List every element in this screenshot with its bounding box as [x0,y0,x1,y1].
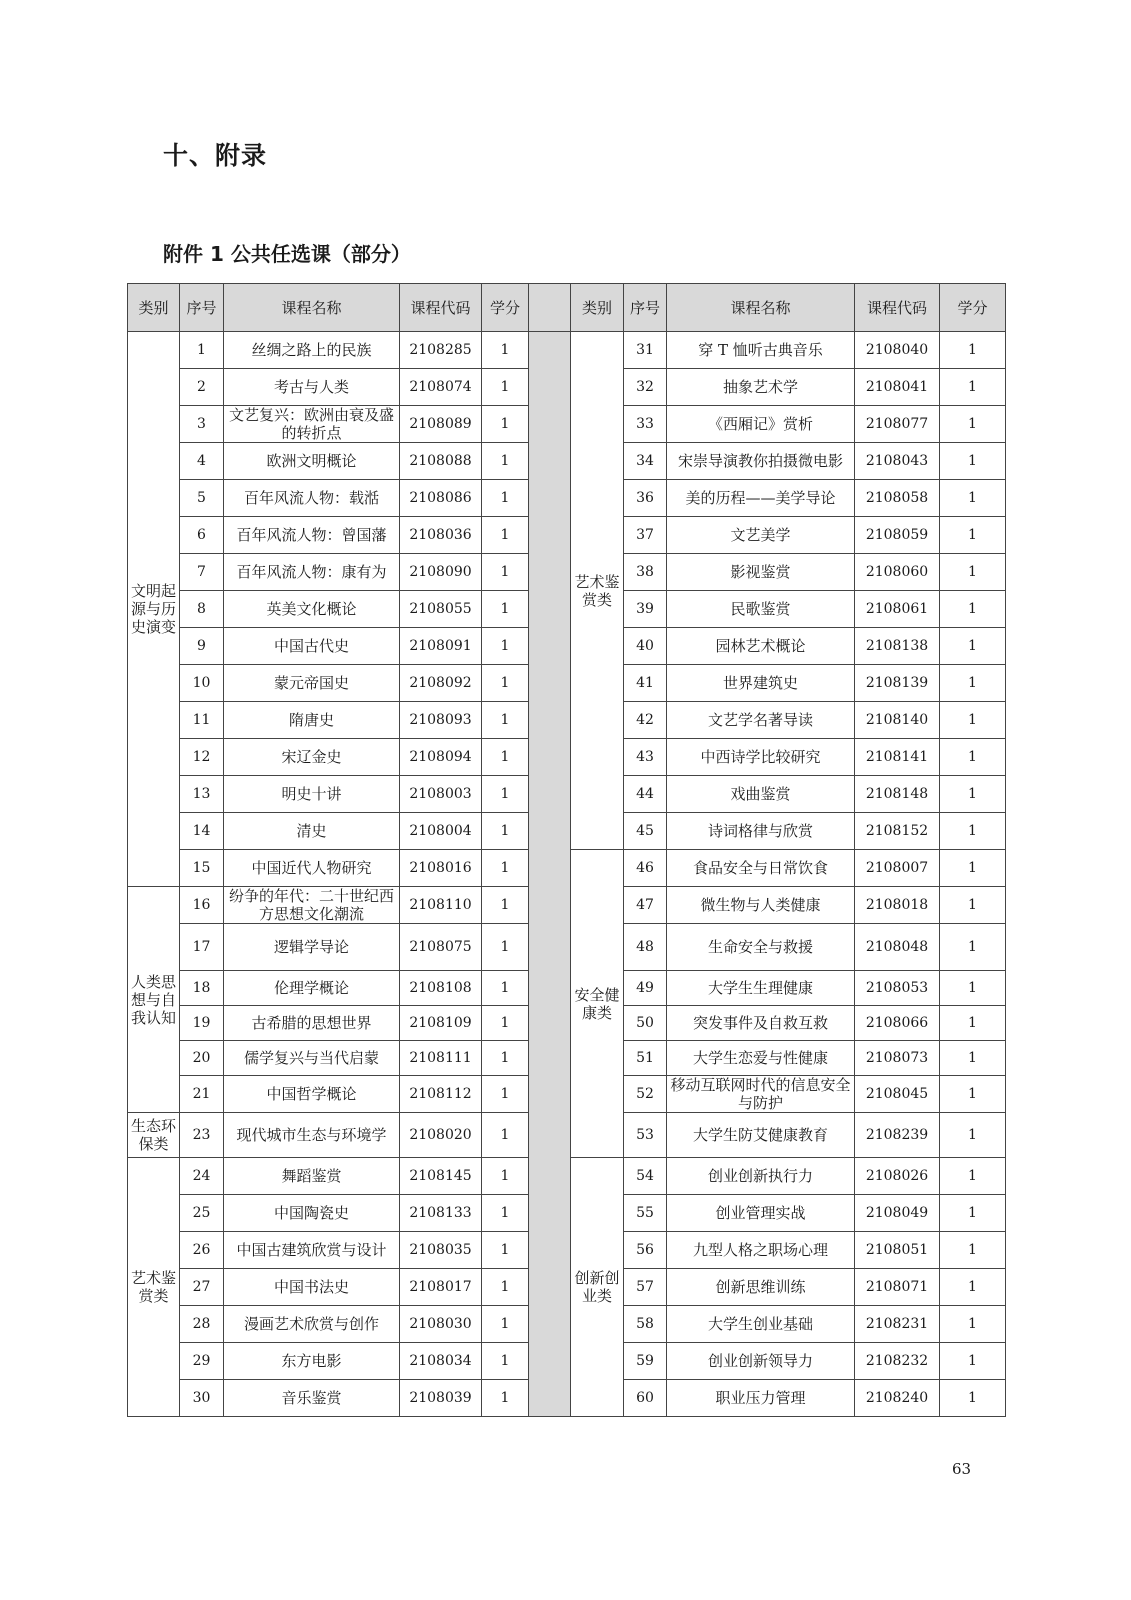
course-credit: 1 [940,776,1006,813]
course-code: 2108074 [400,369,482,406]
course-name: 中国陶瓷史 [224,1195,400,1232]
table-body [128,332,1006,1417]
category-cell: 创新创业类 [571,1158,624,1417]
course-name: 突发事件及自救互救 [667,1006,855,1041]
course-name: 舞蹈鉴赏 [224,1158,400,1195]
course-credit: 1 [940,443,1006,480]
course-number: 6 [180,517,224,554]
course-code: 2108091 [400,628,482,665]
course-name: 纷争的年代：二十世纪西方思想文化潮流 [224,887,400,924]
course-number: 44 [624,776,667,813]
course-name: 百年风流人物：曾国藩 [224,517,400,554]
category-cell: 艺术鉴赏类 [128,1158,180,1417]
course-name: 现代城市生态与环境学 [224,1113,400,1158]
course-name: 九型人格之职场心理 [667,1232,855,1269]
course-code: 2108030 [400,1306,482,1343]
course-code: 2108017 [400,1269,482,1306]
course-code: 2108016 [400,850,482,887]
course-credit: 1 [940,369,1006,406]
course-code: 2108061 [855,591,940,628]
course-code: 2108109 [400,1006,482,1041]
course-credit: 1 [482,665,529,702]
course-credit: 1 [482,554,529,591]
course-number: 3 [180,406,224,443]
course-code: 2108043 [855,443,940,480]
course-number: 58 [624,1306,667,1343]
course-name: 抽象艺术学 [667,369,855,406]
course-credit: 1 [940,665,1006,702]
course-name: 生命安全与救援 [667,924,855,971]
course-number: 13 [180,776,224,813]
course-number: 15 [180,850,224,887]
course-number: 23 [180,1113,224,1158]
course-name: 百年风流人物：康有为 [224,554,400,591]
course-code: 2108040 [855,332,940,369]
course-number: 20 [180,1041,224,1076]
course-code: 2108026 [855,1158,940,1195]
course-credit: 1 [940,480,1006,517]
course-credit: 1 [940,517,1006,554]
course-credit: 1 [482,1306,529,1343]
category-cell: 人类思想与自我认知 [128,887,180,1113]
course-table [127,283,1006,1417]
course-number: 52 [624,1076,667,1113]
annex-title: 附件 1 公共任选课（部分） [163,242,411,266]
course-name: 创业创新执行力 [667,1158,855,1195]
course-code: 2108058 [855,480,940,517]
course-name: 大学生创业基础 [667,1306,855,1343]
course-name: 穿 T 恤听古典音乐 [667,332,855,369]
course-number: 31 [624,332,667,369]
course-code: 2108018 [855,887,940,924]
course-code: 2108111 [400,1041,482,1076]
course-name: 大学生恋爱与性健康 [667,1041,855,1076]
course-name: 音乐鉴赏 [224,1380,400,1417]
course-code: 2108138 [855,628,940,665]
course-number: 9 [180,628,224,665]
course-name: 大学生防艾健康教育 [667,1113,855,1158]
course-name: 东方电影 [224,1343,400,1380]
course-name: 伦理学概论 [224,971,400,1006]
course-number: 12 [180,739,224,776]
course-credit: 1 [940,1158,1006,1195]
course-credit: 1 [940,887,1006,924]
course-code: 2108240 [855,1380,940,1417]
course-code: 2108239 [855,1113,940,1158]
course-credit: 1 [940,1306,1006,1343]
course-name: 百年风流人物：载湉 [224,480,400,517]
course-name: 漫画艺术欣赏与创作 [224,1306,400,1343]
category-cell: 艺术鉴赏类 [571,332,624,850]
course-credit: 1 [482,628,529,665]
course-name: 创新思维训练 [667,1269,855,1306]
course-number: 26 [180,1232,224,1269]
course-name: 微生物与人类健康 [667,887,855,924]
course-code: 2108034 [400,1343,482,1380]
course-code: 2108020 [400,1113,482,1158]
course-number: 46 [624,850,667,887]
course-code: 2108110 [400,887,482,924]
course-credit: 1 [940,406,1006,443]
course-code: 2108045 [855,1076,940,1113]
course-code: 2108133 [400,1195,482,1232]
course-number: 42 [624,702,667,739]
category-cell: 安全健康类 [571,850,624,1158]
course-number: 40 [624,628,667,665]
table-row [128,332,1006,369]
course-code: 2108004 [400,813,482,850]
header-number: 序号 [180,284,224,332]
course-credit: 1 [940,591,1006,628]
course-code: 2108145 [400,1158,482,1195]
course-credit: 1 [482,1113,529,1158]
course-credit: 1 [482,369,529,406]
course-code: 2108139 [855,665,940,702]
course-code: 2108041 [855,369,940,406]
course-name: 文艺复兴：欧洲由衰及盛的转折点 [224,406,400,443]
course-credit: 1 [482,1195,529,1232]
course-name: 大学生生理健康 [667,971,855,1006]
course-number: 39 [624,591,667,628]
course-credit: 1 [940,924,1006,971]
course-credit: 1 [940,332,1006,369]
course-name: 隋唐史 [224,702,400,739]
course-credit: 1 [482,406,529,443]
course-code: 2108055 [400,591,482,628]
course-code: 2108075 [400,924,482,971]
header-credit: 学分 [482,284,529,332]
course-credit: 1 [482,739,529,776]
course-number: 27 [180,1269,224,1306]
course-number: 55 [624,1195,667,1232]
course-credit: 1 [940,1195,1006,1232]
course-number: 11 [180,702,224,739]
course-code: 2108086 [400,480,482,517]
course-credit: 1 [482,1158,529,1195]
course-number: 10 [180,665,224,702]
course-code: 2108003 [400,776,482,813]
course-number: 59 [624,1343,667,1380]
course-credit: 1 [940,1041,1006,1076]
course-code: 2108108 [400,971,482,1006]
course-number: 51 [624,1041,667,1076]
course-credit: 1 [482,517,529,554]
header-category: 类别 [571,284,624,332]
course-code: 2108092 [400,665,482,702]
header-course-name: 课程名称 [667,284,855,332]
course-credit: 1 [482,813,529,850]
course-code: 2108035 [400,1232,482,1269]
course-number: 43 [624,739,667,776]
course-credit: 1 [482,850,529,887]
course-name: 儒学复兴与当代启蒙 [224,1041,400,1076]
course-number: 18 [180,971,224,1006]
course-name: 食品安全与日常饮食 [667,850,855,887]
course-name: 宋崇导演教你拍摄微电影 [667,443,855,480]
course-number: 41 [624,665,667,702]
course-name: 文艺学名著导读 [667,702,855,739]
course-number: 50 [624,1006,667,1041]
category-cell: 生态环保类 [128,1113,180,1158]
course-number: 48 [624,924,667,971]
course-name: 欧洲文明概论 [224,443,400,480]
course-number: 47 [624,887,667,924]
course-code: 2108059 [855,517,940,554]
course-number: 8 [180,591,224,628]
header-credit: 学分 [940,284,1006,332]
course-number: 16 [180,887,224,924]
course-number: 56 [624,1232,667,1269]
table-header-row [128,284,1006,332]
course-name: 世界建筑史 [667,665,855,702]
course-name: 中国哲学概论 [224,1076,400,1113]
course-number: 37 [624,517,667,554]
course-code: 2108231 [855,1306,940,1343]
course-credit: 1 [940,1006,1006,1041]
course-name: 中国书法史 [224,1269,400,1306]
course-credit: 1 [940,739,1006,776]
course-name: 宋辽金史 [224,739,400,776]
course-code: 2108060 [855,554,940,591]
header-course-code: 课程代码 [855,284,940,332]
course-credit: 1 [940,628,1006,665]
course-credit: 1 [940,554,1006,591]
course-name: 创业创新领导力 [667,1343,855,1380]
course-code: 2108094 [400,739,482,776]
page-number: 63 [952,1460,972,1478]
course-name: 中西诗学比较研究 [667,739,855,776]
course-number: 21 [180,1076,224,1113]
course-credit: 1 [482,924,529,971]
course-number: 14 [180,813,224,850]
course-credit: 1 [482,1006,529,1041]
course-credit: 1 [482,1076,529,1113]
course-name: 《西厢记》赏析 [667,406,855,443]
course-name: 文艺美学 [667,517,855,554]
course-code: 2108140 [855,702,940,739]
header-category: 类别 [128,284,180,332]
course-credit: 1 [482,971,529,1006]
course-credit: 1 [940,1380,1006,1417]
course-number: 2 [180,369,224,406]
course-name: 诗词格律与欣赏 [667,813,855,850]
course-credit: 1 [482,591,529,628]
course-code: 2108089 [400,406,482,443]
course-name: 美的历程——美学导论 [667,480,855,517]
course-credit: 1 [482,1269,529,1306]
course-number: 53 [624,1113,667,1158]
course-number: 33 [624,406,667,443]
course-number: 34 [624,443,667,480]
course-credit: 1 [482,887,529,924]
course-name: 古希腊的思想世界 [224,1006,400,1041]
course-code: 2108036 [400,517,482,554]
course-credit: 1 [940,1076,1006,1113]
header-course-name: 课程名称 [224,284,400,332]
course-credit: 1 [940,1269,1006,1306]
course-code: 2108048 [855,924,940,971]
course-number: 30 [180,1380,224,1417]
course-name: 清史 [224,813,400,850]
course-name: 园林艺术概论 [667,628,855,665]
course-code: 2108093 [400,702,482,739]
course-credit: 1 [482,332,529,369]
course-credit: 1 [940,1232,1006,1269]
course-number: 19 [180,1006,224,1041]
course-name: 逻辑学导论 [224,924,400,971]
course-code: 2108053 [855,971,940,1006]
course-number: 17 [180,924,224,971]
course-credit: 1 [940,702,1006,739]
header-number: 序号 [624,284,667,332]
course-number: 49 [624,971,667,1006]
course-number: 32 [624,369,667,406]
course-credit: 1 [482,1041,529,1076]
course-number: 24 [180,1158,224,1195]
course-credit: 1 [940,850,1006,887]
course-code: 2108112 [400,1076,482,1113]
course-number: 5 [180,480,224,517]
course-code: 2108285 [400,332,482,369]
course-code: 2108232 [855,1343,940,1380]
course-number: 1 [180,332,224,369]
course-code: 2108007 [855,850,940,887]
course-number: 57 [624,1269,667,1306]
course-number: 60 [624,1380,667,1417]
course-code: 2108051 [855,1232,940,1269]
course-name: 民歌鉴赏 [667,591,855,628]
course-code: 2108148 [855,776,940,813]
course-name: 中国古代史 [224,628,400,665]
column-gap [529,284,571,332]
course-credit: 1 [940,1343,1006,1380]
course-number: 7 [180,554,224,591]
course-credit: 1 [482,480,529,517]
course-name: 蒙元帝国史 [224,665,400,702]
course-name: 丝绸之路上的民族 [224,332,400,369]
course-name: 创业管理实战 [667,1195,855,1232]
course-code: 2108066 [855,1006,940,1041]
course-credit: 1 [940,813,1006,850]
course-code: 2108039 [400,1380,482,1417]
course-name: 职业压力管理 [667,1380,855,1417]
course-number: 38 [624,554,667,591]
course-number: 45 [624,813,667,850]
course-code: 2108077 [855,406,940,443]
course-code: 2108073 [855,1041,940,1076]
course-name: 戏曲鉴赏 [667,776,855,813]
course-credit: 1 [482,776,529,813]
header-course-code: 课程代码 [400,284,482,332]
course-number: 36 [624,480,667,517]
course-code: 2108152 [855,813,940,850]
course-number: 4 [180,443,224,480]
course-name: 明史十讲 [224,776,400,813]
course-code: 2108049 [855,1195,940,1232]
column-gap [529,332,571,1417]
course-name: 中国古建筑欣赏与设计 [224,1232,400,1269]
course-name: 英美文化概论 [224,591,400,628]
course-code: 2108090 [400,554,482,591]
course-code: 2108071 [855,1269,940,1306]
course-number: 25 [180,1195,224,1232]
course-credit: 1 [482,1343,529,1380]
course-credit: 1 [482,1380,529,1417]
section-title: 十、附录 [163,141,268,170]
course-code: 2108088 [400,443,482,480]
course-credit: 1 [482,443,529,480]
course-credit: 1 [482,1232,529,1269]
category-cell: 文明起源与历史演变 [128,332,180,887]
course-number: 28 [180,1306,224,1343]
course-number: 54 [624,1158,667,1195]
course-name: 影视鉴赏 [667,554,855,591]
course-code: 2108141 [855,739,940,776]
course-name: 中国近代人物研究 [224,850,400,887]
course-credit: 1 [482,702,529,739]
course-credit: 1 [940,971,1006,1006]
course-name: 移动互联网时代的信息安全与防护 [667,1076,855,1113]
course-credit: 1 [940,1113,1006,1158]
course-number: 29 [180,1343,224,1380]
course-name: 考古与人类 [224,369,400,406]
